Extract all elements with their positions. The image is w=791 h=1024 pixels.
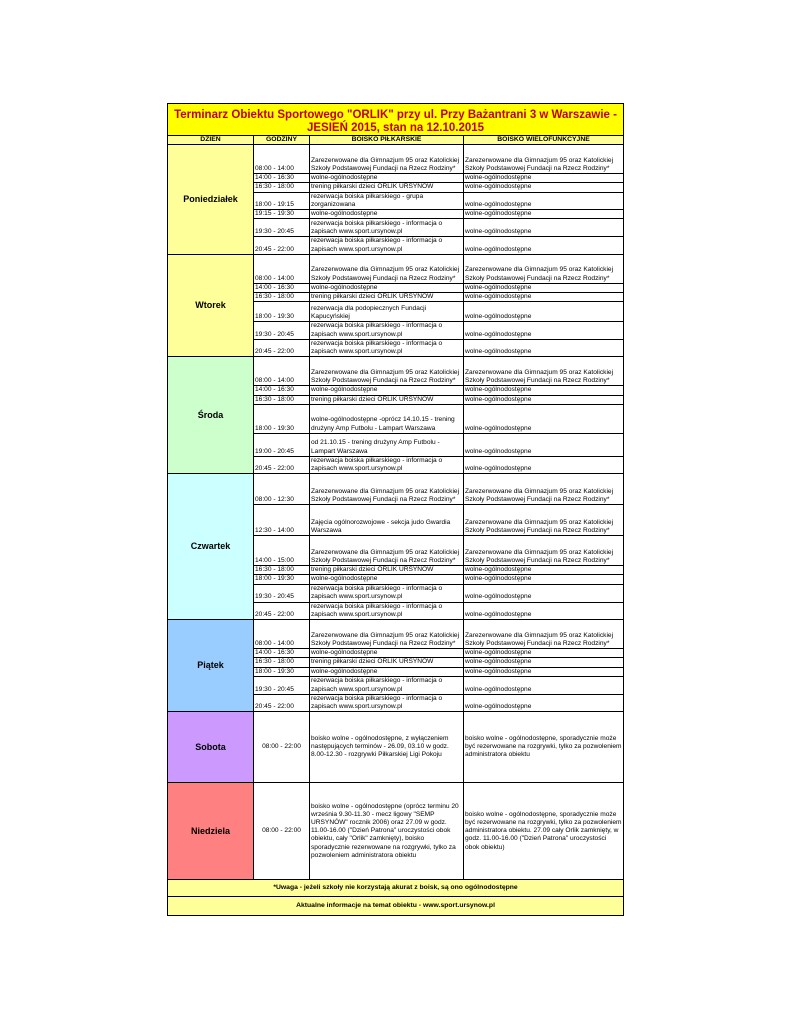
multi-court-cell: wolne-ogólnodostępne	[464, 322, 624, 339]
football-pitch-cell: rezerwacja boiska piłkarskiego - informacja o zapisach www.sport.ursynow.pl	[310, 676, 464, 694]
hours-cell: 18:00 - 19:30	[254, 302, 310, 322]
multi-court-cell: Zarezerwowane dla Gimnazjum 95 oraz Katolickiej Szkoły Podstawowej Fundacji na Rzecz Rodziny*	[464, 536, 624, 566]
header-multi-court: BOISKO WIELOFUNKCYJNE	[464, 135, 624, 144]
day-label-sunday: Niedziela	[168, 783, 254, 880]
hours-cell: 20:45 - 22:00	[254, 456, 310, 473]
football-pitch-cell: rezerwacja boiska piłkarskiego - informacja o zapisach www.sport.ursynow.pl	[310, 602, 464, 619]
multi-court-cell: wolne-ogólnodostępne	[464, 386, 624, 395]
football-pitch-cell: rezerwacja boiska piłkarskiego - informacja o zapisach www.sport.ursynow.pl	[310, 219, 464, 237]
football-pitch-cell: od 21.10.15 - trening drużyny Amp Futbolu - Lampart Warszawa	[310, 433, 464, 456]
football-pitch-cell: rezerwacja boiska piłkarskiego - informacja o zapisach www.sport.ursynow.pl	[310, 694, 464, 711]
football-pitch-cell: boisko wolne - ogólnodostępne (oprócz terminu 20 września 9.30-11.30 - mecz ligowy "SEMP URSYNÓW" rocznik 2006) oraz 27.09 w godz. 11.00-16.00 ("Dzień Patrona" uroczystości obok obiektu, cały "Orlik" zamknięty), boisko sporadycznie rezerwowane na rozgrywki, tylko za pozwoleniem administratora obiektu	[310, 783, 464, 880]
multi-court-cell: wolne-ogólnodostępne	[464, 174, 624, 183]
football-pitch-cell: wolne-ogólnodostępne	[310, 174, 464, 183]
multi-court-cell: wolne-ogólnodostępne	[464, 219, 624, 237]
schedule-row	[168, 474, 624, 505]
football-pitch-cell: rezerwacja boiska piłkarskiego - informacja o zapisach www.sport.ursynow.pl	[310, 339, 464, 356]
multi-court-cell: wolne-ogólnodostępne	[464, 183, 624, 192]
football-pitch-cell: trening piłkarski dzieci ORLIK URSYNÓW	[310, 183, 464, 192]
hours-cell: 18:00 - 19:30	[254, 575, 310, 584]
football-pitch-cell: Zarezerwowane dla Gimnazjum 95 oraz Katolickiej Szkoły Podstawowej Fundacji na Rzecz Rodziny*	[310, 145, 464, 174]
football-pitch-cell: wolne-ogólnodostępne	[310, 283, 464, 292]
hours-cell: 16:30 - 18:00	[254, 395, 310, 404]
multi-court-cell: wolne-ogólnodostępne	[464, 293, 624, 302]
multi-court-cell: wolne-ogólnodostępne	[464, 302, 624, 322]
hours-cell: 19:30 - 20:45	[254, 322, 310, 339]
multi-court-cell: wolne-ogólnodostępne	[464, 237, 624, 254]
hours-cell: 20:45 - 22:00	[254, 339, 310, 356]
multi-court-cell: wolne-ogólnodostępne	[464, 433, 624, 456]
football-pitch-cell: wolne-ogólnodostępne -oprócz 14.10.15 - trening drużyny Amp Futbolu - Lampart Warszawa	[310, 404, 464, 433]
football-pitch-cell: rezerwacja boiska piłkarskiego - informacja o zapisach www.sport.ursynow.pl	[310, 322, 464, 339]
multi-court-cell: Zarezerwowane dla Gimnazjum 95 oraz Katolickiej Szkoły Podstawowej Fundacji na Rzecz Rodziny*	[464, 357, 624, 386]
football-pitch-cell: trening piłkarski dzieci ORLIK URSYNÓW	[310, 395, 464, 404]
hours-cell: 19:30 - 20:45	[254, 584, 310, 602]
multi-court-cell: Zarezerwowane dla Gimnazjum 95 oraz Katolickiej Szkoły Podstawowej Fundacji na Rzecz Rodziny*	[464, 505, 624, 536]
hours-cell: 08:00 - 14:00	[254, 254, 310, 283]
hours-cell: 19:15 - 19:30	[254, 210, 310, 219]
multi-court-cell: wolne-ogólnodostępne	[464, 658, 624, 667]
hours-cell: 16:30 - 18:00	[254, 183, 310, 192]
schedule-table	[167, 103, 624, 916]
multi-court-cell: boisko wolne - ogólnodostępne, sporadycznie może być rezerwowane na rozgrywki, tylko za pozwoleniem administratora obiektu. 27.09 cały Orlik zamknięty, w godz. 11.00-16.00 ("Dzień Patrona" uroczystości obok obiektu)	[464, 783, 624, 880]
hours-cell: 18:00 - 19:30	[254, 667, 310, 676]
multi-court-cell: Zarezerwowane dla Gimnazjum 95 oraz Katolickiej Szkoły Podstawowej Fundacji na Rzecz Rodziny*	[464, 474, 624, 505]
schedule-title: Terminarz Obiektu Sportowego "ORLIK" przy ul. Przy Bażantrani 3 w Warszawie - JESIEŃ 2015, stan na 12.10.2015	[168, 104, 624, 136]
football-pitch-cell: trening piłkarski dzieci ORLIK URSYNÓW	[310, 566, 464, 575]
hours-cell: 08:00 - 22:00	[254, 712, 310, 783]
multi-court-cell: wolne-ogólnodostępne	[464, 667, 624, 676]
football-pitch-cell: Zarezerwowane dla Gimnazjum 95 oraz Katolickiej Szkoły Podstawowej Fundacji na Rzecz Rodziny*	[310, 254, 464, 283]
header-football-pitch: BOISKO PIŁKARSKIE	[310, 135, 464, 144]
day-label-saturday: Sobota	[168, 712, 254, 783]
hours-cell: 18:00 - 19:30	[254, 404, 310, 433]
hours-cell: 20:45 - 22:00	[254, 694, 310, 711]
football-pitch-cell: wolne-ogólnodostępne	[310, 210, 464, 219]
hours-cell: 16:30 - 18:00	[254, 658, 310, 667]
hours-cell: 12:30 - 14:00	[254, 505, 310, 536]
football-pitch-cell: trening piłkarski dzieci ORLIK URSYNÓW	[310, 293, 464, 302]
hours-cell: 14:00 - 16:30	[254, 283, 310, 292]
multi-court-cell: wolne-ogólnodostępne	[464, 339, 624, 356]
football-pitch-cell: wolne-ogólnodostępne	[310, 667, 464, 676]
header-day: DZIEŃ	[168, 135, 254, 144]
multi-court-cell: wolne-ogólnodostępne	[464, 584, 624, 602]
multi-court-cell: Zarezerwowane dla Gimnazjum 95 oraz Katolickiej Szkoły Podstawowej Fundacji na Rzecz Rodziny*	[464, 620, 624, 649]
football-pitch-cell: Zarezerwowane dla Gimnazjum 95 oraz Katolickiej Szkoły Podstawowej Fundacji na Rzecz Rodziny*	[310, 474, 464, 505]
day-label-friday: Piątek	[168, 620, 254, 712]
hours-cell: 08:00 - 14:00	[254, 357, 310, 386]
multi-court-cell: wolne-ogólnodostępne	[464, 283, 624, 292]
hours-cell: 14:00 - 15:00	[254, 536, 310, 566]
schedule-row	[168, 712, 624, 783]
header-hours: GODZINY	[254, 135, 310, 144]
football-pitch-cell: Zarezerwowane dla Gimnazjum 95 oraz Katolickiej Szkoły Podstawowej Fundacji na Rzecz Rodziny*	[310, 536, 464, 566]
football-pitch-cell: wolne-ogólnodostępne	[310, 575, 464, 584]
day-label-wednesday: Środa	[168, 357, 254, 474]
football-pitch-cell: Zarezerwowane dla Gimnazjum 95 oraz Katolickiej Szkoły Podstawowej Fundacji na Rzecz Rodziny*	[310, 357, 464, 386]
football-pitch-cell: Zajęcia ogólnorozwojowe - sekcja judo Gwardia Warszawa	[310, 505, 464, 536]
multi-court-cell: wolne-ogólnodostępne	[464, 676, 624, 694]
football-pitch-cell: trening piłkarski dzieci ORLIK URSYNÓW	[310, 658, 464, 667]
hours-cell: 08:00 - 22:00	[254, 783, 310, 880]
hours-cell: 20:45 - 22:00	[254, 237, 310, 254]
multi-court-cell: wolne-ogólnodostępne	[464, 566, 624, 575]
football-pitch-cell: rezerwacja dla podopiecznych Fundacji Kapucyńskiej	[310, 302, 464, 322]
multi-court-cell: wolne-ogólnodostępne	[464, 602, 624, 619]
multi-court-cell: boisko wolne - ogólnodostępne, sporadycznie może być rezerwowane na rozgrywki, tylko za pozwoleniem administratora obiektu	[464, 712, 624, 783]
multi-court-cell: wolne-ogólnodostępne	[464, 694, 624, 711]
multi-court-cell: Zarezerwowane dla Gimnazjum 95 oraz Katolickiej Szkoły Podstawowej Fundacji na Rzecz Rodziny*	[464, 254, 624, 283]
hours-cell: 16:30 - 18:00	[254, 293, 310, 302]
football-pitch-cell: rezerwacja boiska piłkarskiego - informacja o zapisach www.sport.ursynow.pl	[310, 237, 464, 254]
multi-court-cell: wolne-ogólnodostępne	[464, 404, 624, 433]
football-pitch-cell: boisko wolne - ogólnodostępne, z wyłączeniem następujących terminów - 26.09, 03.10 w godz. 8.00-12.30 - rozgrywki Piłkarskiej Ligi Pokoju	[310, 712, 464, 783]
schedule-row	[168, 357, 624, 386]
schedule-row	[168, 254, 624, 283]
football-pitch-cell: wolne-ogólnodostępne	[310, 386, 464, 395]
multi-court-cell: wolne-ogólnodostępne	[464, 192, 624, 209]
hours-cell: 19:00 - 20:45	[254, 433, 310, 456]
schedule-row	[168, 783, 624, 880]
multi-court-cell: wolne-ogólnodostępne	[464, 456, 624, 473]
football-pitch-cell: wolne-ogólnodostępne	[310, 649, 464, 658]
hours-cell: 08:00 - 12:30	[254, 474, 310, 505]
footnote-info: Aktualne informacje na temat obiektu - www.sport.ursynow.pl	[168, 897, 624, 916]
hours-cell: 20:45 - 22:00	[254, 602, 310, 619]
football-pitch-cell: rezerwacja boiska piłkarskiego - informacja o zapisach www.sport.ursynow.pl	[310, 584, 464, 602]
hours-cell: 08:00 - 14:00	[254, 620, 310, 649]
hours-cell: 14:00 - 16:30	[254, 174, 310, 183]
multi-court-cell: wolne-ogólnodostępne	[464, 575, 624, 584]
hours-cell: 14:00 - 16:30	[254, 386, 310, 395]
schedule-row	[168, 145, 624, 174]
schedule-row	[168, 620, 624, 649]
football-pitch-cell: rezerwacja boiska piłkarskiego - informacja o zapisach www.sport.ursynow.pl	[310, 456, 464, 473]
day-label-monday: Poniedziałek	[168, 145, 254, 255]
hours-cell: 14:00 - 16:30	[254, 649, 310, 658]
multi-court-cell: Zarezerwowane dla Gimnazjum 95 oraz Katolickiej Szkoły Podstawowej Fundacji na Rzecz Rodziny*	[464, 145, 624, 174]
day-label-thursday: Czwartek	[168, 474, 254, 620]
football-pitch-cell: Zarezerwowane dla Gimnazjum 95 oraz Katolickiej Szkoły Podstawowej Fundacji na Rzecz Rodziny*	[310, 620, 464, 649]
footnote-uwaga: *Uwaga - jeżeli szkoły nie korzystają akurat z boisk, są ono ogólnodostępne	[168, 880, 624, 897]
multi-court-cell: wolne-ogólnodostępne	[464, 649, 624, 658]
hours-cell: 19:30 - 20:45	[254, 219, 310, 237]
hours-cell: 18:00 - 19:15	[254, 192, 310, 209]
football-pitch-cell: rezerwacja boiska piłkarskiego - grupa zorganizowana	[310, 192, 464, 209]
multi-court-cell: wolne-ogólnodostępne	[464, 210, 624, 219]
multi-court-cell: wolne-ogólnodostępne	[464, 395, 624, 404]
day-label-tuesday: Wtorek	[168, 254, 254, 356]
hours-cell: 08:00 - 14:00	[254, 145, 310, 174]
hours-cell: 19:30 - 20:45	[254, 676, 310, 694]
hours-cell: 16:30 - 18:00	[254, 566, 310, 575]
